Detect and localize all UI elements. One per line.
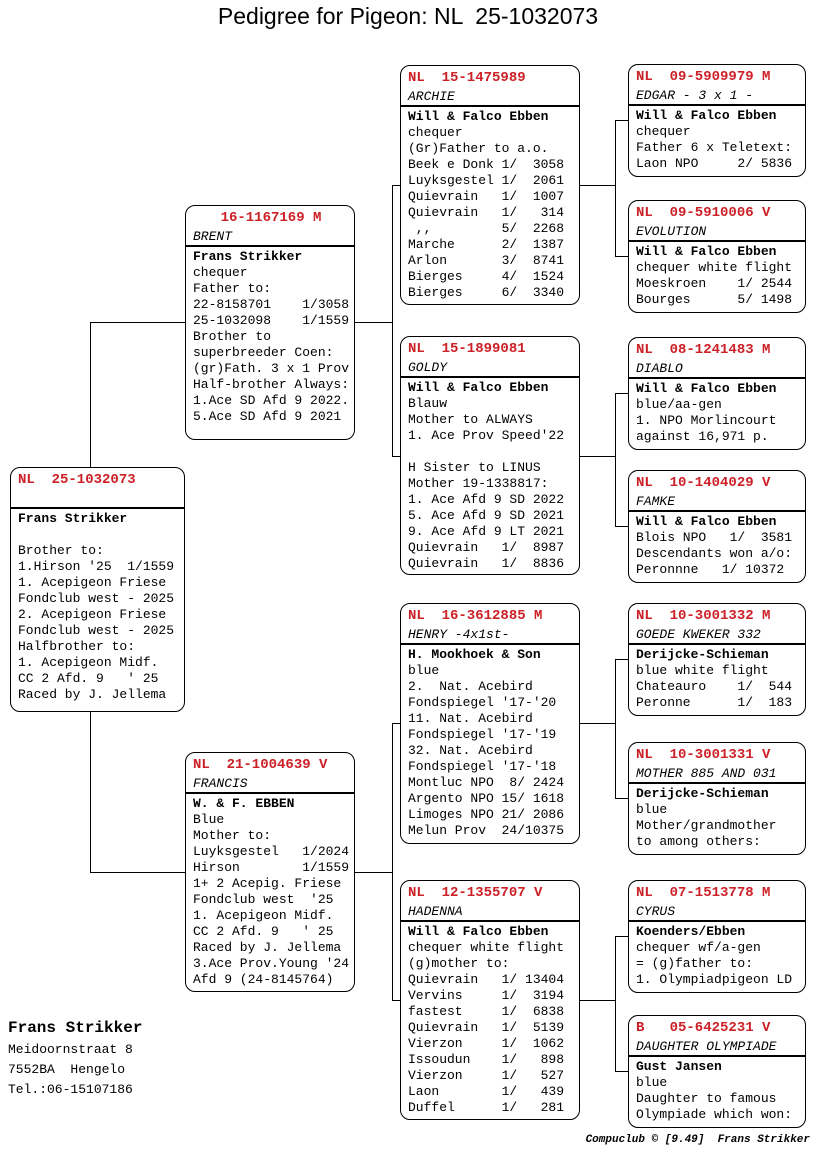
text-line: Duffel 1/ 281 (408, 1100, 565, 1115)
pigeon-name: GOEDE KWEKER 332 (636, 627, 761, 642)
divider (629, 920, 805, 922)
connector-line (580, 1000, 615, 1001)
connector-line (580, 723, 615, 724)
text-line: Bierges 6/ 3340 (408, 285, 565, 300)
text-line: Mother to ALWAYS (408, 412, 533, 427)
breeder-name: Will & Falco Ebben (636, 244, 777, 259)
breeder-name: Derijcke-Schieman (636, 786, 769, 801)
text-line: 1. Olympiadpigeon LD (636, 972, 793, 987)
text-line: Beek e Donk 1/ 3058 (408, 157, 565, 172)
ring-number: NL 10-1404029 V (636, 475, 771, 491)
text-line: blue (636, 802, 668, 817)
text-line: Laon 1/ 439 (408, 1084, 565, 1099)
text-line: to among others: (636, 834, 761, 849)
text-line: 1. Ace Prov Speed'22 (408, 428, 565, 443)
owner-name: Frans Strikker (8, 1019, 143, 1037)
text-line: Mother 19-1338817: (408, 476, 549, 491)
text-line: 32. Nat. Acebird (408, 743, 533, 758)
text-line: Quievrain 1/ 5139 (408, 1020, 565, 1035)
text-line: CC 2 Afd. 9 ' 25 (18, 671, 159, 686)
text-line: Luyksgestel 1/ 2061 (408, 173, 565, 188)
ring-number: NL 25-1032073 (18, 472, 136, 488)
divider (186, 245, 354, 247)
text-line: CC 2 Afd. 9 ' 25 (193, 924, 334, 939)
text-line: Halfbrother to: (18, 639, 136, 654)
text-line: against 16,971 p. (636, 429, 769, 444)
pigeon-name: ARCHIE (408, 89, 455, 104)
ring-number: NL 07-1513778 M (636, 885, 771, 901)
text-line: Father 6 x Teletext: (636, 140, 793, 155)
text-line: Vierzon 1/ 527 (408, 1068, 565, 1083)
pigeon-name: MOTHER 885 AND 031 (636, 766, 777, 781)
divider (401, 105, 579, 107)
text-line: Raced by J. Jellema (18, 687, 167, 702)
box-body (408, 663, 574, 839)
pedigree-box-francis (185, 752, 355, 992)
text-line: Brother to: (18, 543, 104, 558)
divider (629, 240, 805, 242)
breeder-name: Frans Strikker (18, 511, 128, 526)
ring-number: NL 21-1004639 V (193, 757, 328, 773)
text-line: Daughter to famous (636, 1091, 777, 1106)
connector-line (392, 723, 400, 724)
pigeon-name: BRENT (193, 229, 233, 244)
text-line: 25-1032098 1/1559 (193, 313, 350, 328)
text-line: Raced by J. Jellema (193, 940, 342, 955)
text-line: Blue (193, 812, 225, 827)
pedigree-box-goede-kweker (628, 603, 806, 716)
connector-line (615, 936, 616, 1071)
text-line: (g)mother to: (408, 956, 510, 971)
box-body (193, 812, 349, 988)
connector-line (90, 872, 185, 873)
text-line: chequer white flight (636, 260, 793, 275)
pedigree-box-subject (10, 467, 185, 712)
ring-number: NL 08-1241483 M (636, 342, 771, 358)
box-body (408, 396, 574, 572)
connector-line (615, 936, 628, 937)
text-line: Montluc NPO 8/ 2424 (408, 775, 565, 790)
text-line: 2. Acepigeon Friese (18, 607, 167, 622)
text-line: (gr)Fath. 3 x 1 Prov (193, 361, 350, 376)
ring-number: NL 10-3001332 M (636, 608, 771, 624)
box-body (636, 663, 800, 711)
box-body (18, 527, 179, 703)
pigeon-name: CYRUS (636, 904, 676, 919)
text-line: Mother/grandmother (636, 818, 777, 833)
text-line: Blois NPO 1/ 3581 (636, 530, 793, 545)
text-line: superbreeder Coen: (193, 345, 334, 360)
text-line: Vervins 1/ 3194 (408, 988, 565, 1003)
text-line: Vierzon 1/ 1062 (408, 1036, 565, 1051)
pedigree-box-edgar (628, 64, 806, 177)
owner-address-line: 7552BA Hengelo (8, 1062, 126, 1077)
connector-line (392, 1000, 400, 1001)
divider (401, 920, 579, 922)
text-line: blue white flight (636, 663, 769, 678)
breeder-name: Will & Falco Ebben (636, 381, 777, 396)
text-line: Quievrain 1/ 13404 (408, 972, 565, 987)
text-line: Moeskroen 1/ 2544 (636, 276, 793, 291)
pedigree-box-brent (185, 205, 355, 440)
breeder-name: Gust Jansen (636, 1059, 722, 1074)
connector-line (615, 393, 628, 394)
ring-number: NL 09-5909979 M (636, 69, 771, 85)
breeder-name: Koenders/Ebben (636, 924, 746, 939)
text-line (18, 527, 179, 543)
text-line: 1.Hirson '25 1/1559 (18, 559, 175, 574)
pedigree-box-cyrus (628, 880, 806, 993)
divider (629, 1055, 805, 1057)
owner-address-line: Meidoornstraat 8 (8, 1042, 133, 1057)
text-line: (Gr)Father to a.o. (408, 141, 549, 156)
text-line: Fondspiegel '17-'19 (408, 727, 557, 742)
pigeon-name: FRANCIS (193, 776, 248, 791)
pigeon-name (18, 490, 179, 507)
text-line: chequer wf/a-gen (636, 940, 761, 955)
connector-line (90, 322, 185, 323)
divider (401, 643, 579, 645)
ring-number: NL 09-5910006 V (636, 205, 771, 221)
text-line: 3.Ace Prov.Young '24 (193, 956, 350, 971)
breeder-name: Frans Strikker (193, 249, 303, 264)
pigeon-name: FAMKE (636, 494, 676, 509)
text-line: ,, 5/ 2268 (408, 221, 565, 236)
connector-line (615, 659, 616, 798)
ring-number: 16-1167169 M (220, 210, 322, 226)
divider (629, 782, 805, 784)
connector-line (392, 185, 393, 456)
text-line: 1+ 2 Acepig. Friese (193, 876, 342, 891)
text-line: chequer white flight (408, 940, 565, 955)
text-line: 1. Acepigeon Midf. (18, 655, 159, 670)
ring-number: NL 16-3612885 M (408, 608, 543, 624)
text-line: Peronne 1/ 183 (636, 695, 793, 710)
text-line: Fondspiegel '17-'18 (408, 759, 557, 774)
connector-line (615, 798, 628, 799)
breeder-name: W. & F. EBBEN (193, 796, 295, 811)
text-line: 11. Nat. Acebird (408, 711, 533, 726)
ring-number: NL 15-1899081 (408, 341, 526, 357)
text-line: Bourges 5/ 1498 (636, 292, 793, 307)
divider (629, 643, 805, 645)
text-line: = (g)father to: (636, 956, 754, 971)
pigeon-name: HENRY -4x1st- (408, 627, 510, 642)
text-line: blue (636, 1075, 668, 1090)
box-body (408, 940, 574, 1116)
text-line: Issoudun 1/ 898 (408, 1052, 565, 1067)
text-line: Fondspiegel '17-'20 (408, 695, 557, 710)
divider (11, 507, 184, 509)
text-line: 5.Ace SD Afd 9 2021 (193, 409, 342, 424)
text-line: Peronnne 1/ 10372 (636, 562, 785, 577)
text-line: 1. Acepigeon Midf. (193, 908, 334, 923)
connector-line (615, 120, 628, 121)
text-line: Arlon 3/ 8741 (408, 253, 565, 268)
text-line: Luyksgestel 1/2024 (193, 844, 350, 859)
text-line: blue/aa-gen (636, 397, 722, 412)
text-line: Limoges NPO 21/ 2086 (408, 807, 565, 822)
text-line: 1.Ace SD Afd 9 2022. (193, 393, 350, 408)
text-line: Quievrain 1/ 314 (408, 205, 565, 220)
breeder-name: Derijcke-Schieman (636, 647, 769, 662)
breeder-name: Will & Falco Ebben (408, 109, 549, 124)
connector-line (615, 393, 616, 526)
connector-line (615, 1071, 628, 1072)
ring-number: NL 12-1355707 V (408, 885, 543, 901)
divider (629, 510, 805, 512)
text-line: Marche 2/ 1387 (408, 237, 565, 252)
text-line: Blauw (408, 396, 448, 411)
breeder-name: Will & Falco Ebben (636, 514, 777, 529)
connector-line (392, 456, 400, 457)
text-line: Laon NPO 2/ 5836 (636, 156, 793, 171)
text-line: 9. Ace Afd 9 LT 2021 (408, 524, 565, 539)
text-line: Olympiade which won: (636, 1107, 793, 1122)
text-line: Quievrain 1/ 8836 (408, 556, 565, 571)
connector-line (615, 120, 616, 256)
text-line: Brother to (193, 329, 272, 344)
pigeon-name: DAUGHTER OLYMPIADE (636, 1039, 777, 1054)
pedigree-box-famke (628, 470, 806, 583)
text-line: chequer (408, 125, 463, 140)
ring-number: NL 15-1475989 (408, 70, 526, 86)
page-title: Pedigree for Pigeon: NL 25-1032073 (217, 3, 599, 29)
text-line: Descendants won a/o: (636, 546, 793, 561)
connector-line (392, 185, 400, 186)
text-line: Father to: (193, 281, 272, 296)
breeder-name: Will & Falco Ebben (636, 108, 777, 123)
text-line: Hirson 1/1559 (193, 860, 350, 875)
text-line (408, 444, 574, 460)
text-line: Fondclub west '25 (193, 892, 334, 907)
owner-phone: Tel.:06-15107186 (8, 1082, 133, 1097)
connector-line (355, 322, 392, 323)
pedigree-box-archie (400, 65, 580, 305)
connector-line (615, 256, 628, 257)
text-line: chequer (193, 265, 248, 280)
text-line: Afd 9 (24-8145764) (193, 972, 334, 987)
box-body (636, 940, 800, 988)
divider (629, 104, 805, 106)
divider (629, 377, 805, 379)
breeder-name: Will & Falco Ebben (408, 924, 549, 939)
pedigree-box-mother-885 (628, 742, 806, 855)
pedigree-box-hadenna (400, 880, 580, 1120)
text-line: Bierges 4/ 1524 (408, 269, 565, 284)
connector-line (90, 712, 91, 872)
text-line: 2. Nat. Acebird (408, 679, 533, 694)
text-line: fastest 1/ 6838 (408, 1004, 565, 1019)
pedigree-box-diablo (628, 337, 806, 450)
text-line: Mother to: (193, 828, 272, 843)
breeder-name: H. Mookhoek & Son (408, 647, 541, 662)
text-line: 1. NPO Morlincourt (636, 413, 777, 428)
text-line: H Sister to LINUS (408, 460, 541, 475)
ring-number: B 05-6425231 V (636, 1020, 771, 1036)
pedigree-box-goldy (400, 336, 580, 575)
box-body (636, 124, 800, 172)
ring-number: NL 10-3001331 V (636, 747, 771, 763)
divider (186, 792, 354, 794)
box-body (636, 530, 800, 578)
connector-line (580, 456, 615, 457)
pedigree-box-daughter-olympiade (628, 1015, 806, 1128)
pedigree-box-evolution (628, 200, 806, 313)
text-line: Fondclub west - 2025 (18, 623, 175, 638)
connector-line (392, 723, 393, 1000)
pigeon-name: EDGAR - 3 x 1 - (636, 88, 754, 103)
connector-line (580, 185, 615, 186)
text-line: Half-brother Always: (193, 377, 350, 392)
pigeon-name: GOLDY (408, 360, 448, 375)
box-body (636, 1075, 800, 1123)
text-line: 1. Acepigeon Friese (18, 575, 167, 590)
text-line: Argento NPO 15/ 1618 (408, 791, 565, 806)
owner-block (8, 1016, 142, 1100)
text-line: Fondclub west - 2025 (18, 591, 175, 606)
text-line: chequer (636, 124, 691, 139)
box-body (193, 265, 349, 425)
text-line: 5. Ace Afd 9 SD 2021 (408, 508, 565, 523)
breeder-name: Will & Falco Ebben (408, 380, 549, 395)
text-line: Melun Prov 24/10375 (408, 823, 565, 838)
text-line: 22-8158701 1/3058 (193, 297, 350, 312)
pigeon-name: DIABLO (636, 361, 683, 376)
box-body (408, 125, 574, 301)
text-line: blue (408, 663, 440, 678)
box-body (636, 397, 800, 445)
pigeon-name: HADENNA (408, 904, 463, 919)
pedigree-box-henry (400, 603, 580, 844)
box-body (636, 802, 800, 850)
text-line: 1. Ace Afd 9 SD 2022 (408, 492, 565, 507)
connector-line (615, 526, 628, 527)
divider (401, 376, 579, 378)
box-body (636, 260, 800, 308)
connector-line (90, 322, 91, 467)
text-line: Chateauro 1/ 544 (636, 679, 793, 694)
software-credit: Compuclub © [9.49] Frans Strikker (585, 1134, 810, 1146)
connector-line (615, 659, 628, 660)
connector-line (355, 872, 392, 873)
text-line: Quievrain 1/ 8987 (408, 540, 565, 555)
text-line: Quievrain 1/ 1007 (408, 189, 565, 204)
pigeon-name: EVOLUTION (636, 224, 707, 239)
